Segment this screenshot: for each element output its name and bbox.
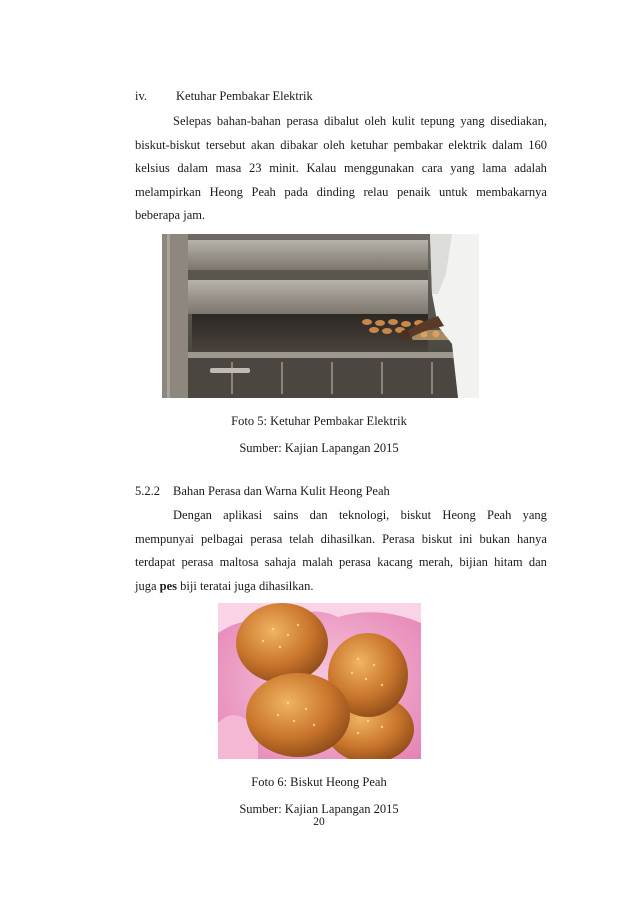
word: dihasilkan. <box>320 531 376 546</box>
oven-illustration <box>162 234 479 398</box>
word: elektrik <box>448 137 487 152</box>
paragraph-text: juga <box>135 578 160 593</box>
word: merah, <box>418 555 454 569</box>
word: Heong <box>209 184 243 199</box>
word: dan <box>528 555 547 569</box>
word: dibakar <box>280 137 318 152</box>
paragraph-line <box>135 181 547 205</box>
word: relau <box>363 184 389 199</box>
paragraph-line <box>135 528 547 552</box>
word: dan <box>309 508 328 522</box>
word: akan <box>251 137 275 152</box>
bold-term: pes <box>159 578 178 593</box>
word: melampirkan <box>135 184 201 199</box>
word: 23 <box>249 161 262 175</box>
word: adalah <box>514 161 547 175</box>
word: dalam <box>177 161 208 175</box>
word: tepung <box>420 114 455 128</box>
oven-photo <box>162 234 479 398</box>
word: 160 <box>528 137 547 152</box>
word: biskut-biskut <box>135 137 201 152</box>
word: kelsius <box>135 161 170 175</box>
word: pada <box>284 184 309 199</box>
word: disediakan, <box>490 114 547 128</box>
figure5-source: Sumber: Kajian Lapangan 2015 <box>239 441 399 455</box>
word: sains <box>273 508 299 522</box>
paragraph-line <box>135 575 547 599</box>
word: masa <box>215 161 242 175</box>
word: cara <box>421 161 443 175</box>
word: dalam <box>492 137 523 152</box>
paragraph-line <box>135 504 547 528</box>
word: penaik <box>397 184 431 199</box>
word: oleh <box>364 114 387 128</box>
word: perasa <box>339 555 371 569</box>
biscuit-photo <box>218 603 421 759</box>
word: dibalut <box>324 114 359 128</box>
word: dinding <box>316 184 355 199</box>
word: Peah <box>487 508 512 522</box>
word: lama <box>482 161 507 175</box>
word: Heong <box>442 508 476 522</box>
paragraph-line <box>135 157 547 181</box>
word: pembakar <box>393 137 443 152</box>
word: mempunyai <box>135 531 195 546</box>
word: biskut <box>400 508 432 522</box>
paragraph-line <box>135 551 547 575</box>
section-iv-paragraph <box>135 110 547 228</box>
word: perasa <box>181 555 214 569</box>
word: yang <box>450 161 475 175</box>
word: membakarnya <box>476 184 547 199</box>
page-number: 20 <box>313 816 325 828</box>
section-522-title: Bahan Perasa dan Warna Kulit Heong Peah <box>173 484 390 498</box>
paragraph-line: beberapa jam. <box>135 208 206 222</box>
word: menggunakan <box>343 161 415 175</box>
biscuit-illustration <box>218 603 421 759</box>
word: perasa <box>250 531 283 546</box>
word: aplikasi <box>223 508 263 522</box>
word: oleh <box>323 137 345 152</box>
word: ketuhar <box>350 137 388 152</box>
word: hanya <box>517 531 547 546</box>
word: Perasa <box>382 531 415 546</box>
word: bijian <box>459 555 488 569</box>
word: sahaja <box>264 555 297 569</box>
word: untuk <box>438 184 468 199</box>
section-iv-title: Ketuhar Pembakar Elektrik <box>176 89 313 103</box>
word: yang <box>460 114 485 128</box>
paragraph-text: biji teratai juga dihasilkan. <box>177 578 314 593</box>
paragraph-line <box>135 134 547 158</box>
section-iv-number: iv. <box>135 89 148 103</box>
word: telah <box>289 531 314 546</box>
word: terdapat <box>135 555 176 569</box>
word: pelbagai <box>201 531 244 546</box>
word: yang <box>522 508 547 522</box>
paragraph-line <box>135 110 547 134</box>
word: minit. <box>269 161 299 175</box>
word: bukan <box>479 531 511 546</box>
figure6-caption: Foto 6: Biskut Heong Peah <box>251 775 387 789</box>
word: hitam <box>494 555 523 569</box>
section-522-number: 5.2.2 <box>135 484 160 498</box>
word: tersebut <box>205 137 246 152</box>
word: ini <box>459 531 473 546</box>
word: teknologi, <box>338 508 390 522</box>
word: kacang <box>377 555 413 569</box>
section-522-paragraph <box>135 504 547 598</box>
word: Kalau <box>306 161 337 175</box>
word: Selepas <box>173 114 212 128</box>
word: maltosa <box>219 555 259 569</box>
word: malah <box>302 555 333 569</box>
word: bahan-bahan <box>216 114 281 128</box>
word: biskut <box>421 531 453 546</box>
word: Dengan <box>173 508 212 522</box>
figure5-caption: Foto 5: Ketuhar Pembakar Elektrik <box>231 414 407 428</box>
word: kulit <box>391 114 415 128</box>
figure6-source: Sumber: Kajian Lapangan 2015 <box>239 802 399 816</box>
word: perasa <box>286 114 319 128</box>
word: Peah <box>251 184 276 199</box>
